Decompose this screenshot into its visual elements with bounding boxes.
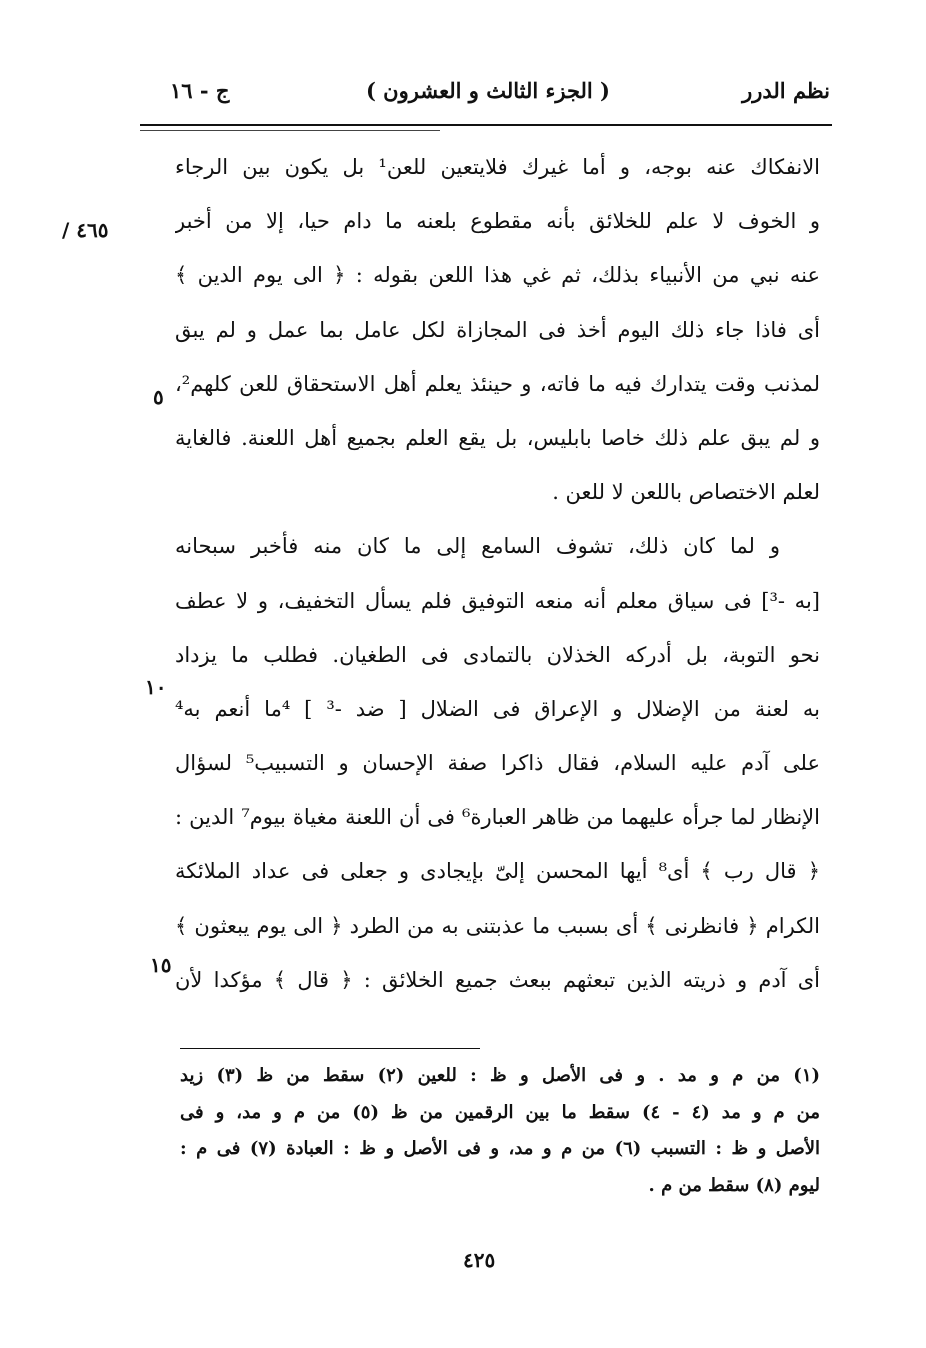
- margin-line-number-15: ١٥: [150, 953, 172, 977]
- text-line: عنه نبي من الأنبياء بذلك، ثم غي هذا اللعن بقوله : ﴿ الى يوم الدين ﴾: [175, 263, 820, 288]
- footnote-line: (١) من م و مد . و فى الأصل و ظ : للعين (٢) سقط من ظ (٣) زيد: [180, 1065, 820, 1086]
- text-line: لعلم الاختصاص باللعن لا للعن .: [552, 480, 820, 505]
- header-rule-thin: [140, 130, 440, 131]
- footnote-separator: [180, 1048, 480, 1049]
- book-title: نظم الدرر: [742, 78, 830, 103]
- part-title: ( الجزء الثالث و العشرون ): [365, 78, 610, 103]
- text-line: و الخوف لا علم للخلائق بأنه مقطوع بلعنه ما دام حيا، إلا من أخبر: [175, 209, 820, 234]
- text-line: به لعنة من الإضلال و الإعراق فى الضلال [ ضد -³ ] ⁴ما أنعم به⁴: [175, 696, 820, 721]
- volume-number: ج - ١٦: [170, 78, 230, 103]
- text-line: نحو التوبة، بل أدركه الخذلان بالتمادى فى الطغيان. فطلب ما يزداد: [175, 642, 820, 667]
- text-line: الإنظار لما جرأه عليهما من ظاهر العبارة⁶ فى أن اللعنة مغياة بيوم⁷ الدين :: [175, 805, 820, 830]
- running-header: [140, 78, 830, 122]
- footnote-line: الأصل و ظ : التسبب (٦) من م و مد، و فى الأصل و ظ : العبادة (٧) فى م :: [180, 1138, 820, 1159]
- text-line: أى فاذا جاء ذلك اليوم أخذ فى المجازاة لكل عامل بما عمل و لم يبق: [175, 317, 820, 342]
- header-rule: [140, 124, 832, 126]
- text-line: و لم يبق علم ذلك خاصا بابليس، بل يقع العلم بجميع أهل اللعنة. فالغاية: [175, 425, 820, 450]
- footnote-line: ليوم (٨) سقط من م .: [648, 1174, 820, 1196]
- margin-line-number-10: ١٠: [145, 675, 167, 699]
- margin-line-number-5: ٥: [153, 385, 164, 409]
- footnotes: [180, 1058, 820, 1204]
- text-line: الكرام ﴿ فانظرنى ﴾ أى بسبب ما عذبتنى به من الطرد ﴿ الى يوم يبعثون ﴾: [175, 913, 820, 938]
- text-line: أى آدم و ذريته الذين تبعثهم ببعث جميع الخلائق : ﴿ قال ﴾ مؤكدا لأن: [175, 967, 820, 992]
- text-line: ﴿ قال رب ﴾ أى⁸ أيها المحسن إلىّ بإيجادى و جعلى فى عداد الملائكة: [175, 859, 820, 884]
- text-line: [به -³] فى سياق معلم أنه منعه التوفيق فلم يسأل التخفيف، و لا عطف: [175, 588, 820, 613]
- margin-page-reference: ٤٦٥ /: [62, 218, 109, 242]
- page-number: ٤٢٥: [463, 1248, 496, 1272]
- main-text: [175, 140, 820, 1007]
- text-line: الانفكاك عنه بوجه، و أما غيرك فلايتعين للعن¹ بل يكون بين الرجاء: [175, 155, 820, 179]
- text-line: على آدم عليه السلام، فقال ذاكرا صفة الإحسان و التسبيب⁵ لسؤال: [175, 751, 820, 776]
- footnote-line: من م و مد (٤ - ٤) سقط ما بين الرقمين من ظ (٥) من م و مد، و فى: [180, 1101, 820, 1123]
- text-line: لمذنب وقت يتدارك فيه ما فاته، و حينئذ يعلم أهل الاستحقاق للعن كلهم²،: [175, 371, 820, 396]
- text-line: و لما كان ذلك، تشوف السامع إلى ما كان منه فأخبر سبحانه: [175, 534, 780, 559]
